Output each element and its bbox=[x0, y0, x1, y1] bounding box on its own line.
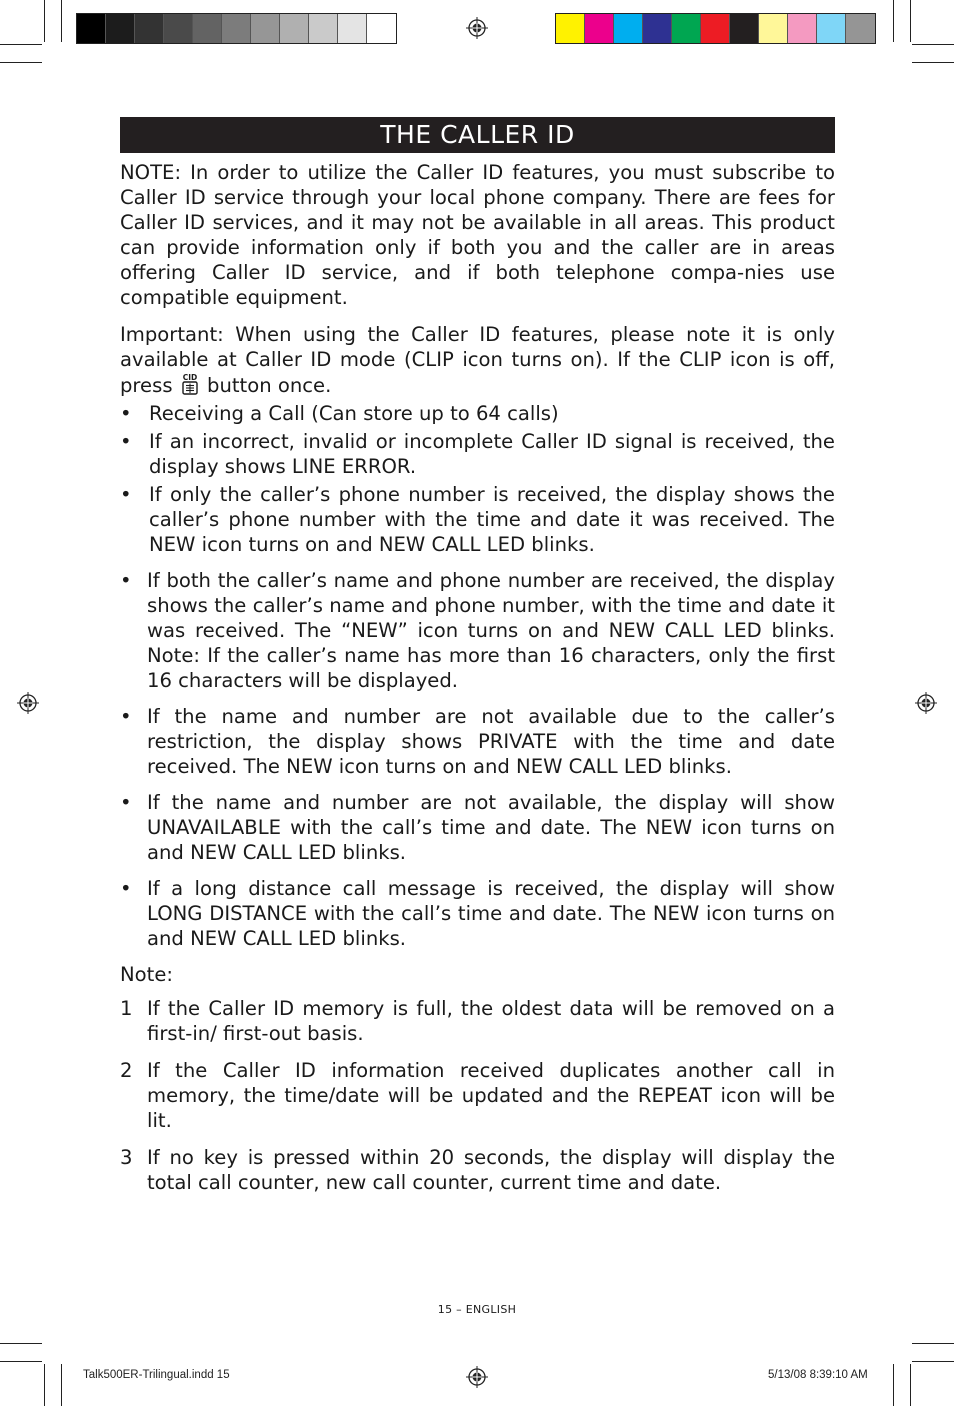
list-item-text: If no key is pressed within 20 seconds, the display will display the total call counter, new call counter, current time and date. bbox=[147, 1146, 835, 1194]
note-number: 2 bbox=[120, 1059, 133, 1082]
color-swatch bbox=[614, 14, 643, 43]
cid-button-icon bbox=[179, 372, 201, 396]
color-swatch bbox=[701, 14, 730, 43]
list-item-text: : If the caller’s name has more than 16 characters, only the first 16 characters will be displayed. bbox=[147, 644, 835, 692]
color-swatch bbox=[817, 14, 846, 43]
color-swatch bbox=[585, 14, 614, 43]
list-item bbox=[120, 996, 835, 1046]
display-message: UNAVAILABLE bbox=[147, 816, 281, 839]
crop-mark bbox=[893, 1364, 894, 1406]
crop-mark bbox=[44, 1364, 45, 1406]
bullet-dot: • bbox=[120, 402, 132, 425]
list-item-text: icon will be lit. bbox=[147, 1084, 835, 1132]
color-swatch bbox=[788, 14, 817, 43]
list-item-text: with the call’s time and date. The NEW icon turns on and NEW CALL LED blinks. bbox=[147, 902, 835, 950]
note-number: 3 bbox=[120, 1146, 133, 1169]
list-item bbox=[120, 401, 835, 426]
list-item-text: . bbox=[409, 455, 417, 478]
list-item-text: If the Caller ID memory is full, the oldest data will be removed on a first-in/ first-out basis. bbox=[147, 997, 835, 1045]
crop-mark bbox=[0, 1361, 42, 1362]
bullet-dot: • bbox=[120, 705, 132, 728]
gray-swatch bbox=[309, 14, 338, 43]
grayscale-color-bar bbox=[76, 13, 397, 44]
page-footer: 15 – ENGLISH bbox=[437, 1303, 517, 1316]
note-label: NOTE bbox=[120, 161, 175, 184]
manual-body bbox=[120, 160, 835, 1207]
crop-mark bbox=[0, 62, 42, 63]
list-item bbox=[120, 482, 835, 557]
list-item bbox=[120, 429, 835, 479]
registration-mark-icon bbox=[915, 692, 937, 714]
note-number: 1 bbox=[120, 997, 133, 1020]
bullet-dot: • bbox=[120, 430, 132, 453]
list-item-text: If a long distance call message is received, the display will show bbox=[147, 877, 835, 900]
bullet-list-secondary bbox=[120, 568, 835, 951]
list-item bbox=[120, 568, 835, 693]
list-item-text: If only the caller’s phone number is received, the display shows the caller’s phone number with the time and date it was received. The NEW icon turns on and NEW CALL LED blinks. bbox=[149, 483, 835, 556]
gray-swatch bbox=[193, 14, 222, 43]
list-item-text: If both the caller’s name and phone number are received, the display shows the caller’s name and phone number, with the time and date it was received. The “NEW” icon turns on and NEW CALL LED blinks. bbox=[147, 569, 835, 642]
color-swatch bbox=[643, 14, 672, 43]
display-message: LONG DISTANCE bbox=[147, 902, 308, 925]
crop-mark bbox=[912, 62, 954, 63]
crop-mark bbox=[893, 0, 894, 42]
slug-filename: Talk500ER-Trilingual.indd 15 bbox=[83, 1369, 230, 1381]
bullet-dot: • bbox=[120, 569, 132, 592]
crop-mark bbox=[912, 44, 954, 45]
crop-mark bbox=[0, 44, 42, 45]
note-text: : In order to utilize the Caller ID features, you must subscribe to Caller ID service through your local phone company. There are fees for Caller ID services, and it may not be available in all areas. This product can provide information only if both you and the caller are in areas offering Caller ID service, and if both telephone compa-nies use compatible equipment. bbox=[120, 161, 835, 309]
bullet-dot: • bbox=[120, 877, 132, 900]
bullet-list-primary bbox=[120, 401, 835, 557]
important-text: : When using the Caller ID features, please note it is only available at Caller ID mode (CLIP icon turns on). If the CLIP icon is off, press bbox=[120, 323, 835, 397]
list-item-text: with the time and date received. The NEW icon turns on and NEW CALL LED blinks. bbox=[147, 730, 836, 778]
gray-swatch bbox=[222, 14, 251, 43]
bullet-dot: • bbox=[120, 791, 132, 814]
registration-mark-icon bbox=[466, 17, 488, 39]
crop-mark bbox=[61, 0, 62, 42]
color-swatch bbox=[759, 14, 788, 43]
bullet-dot: • bbox=[120, 483, 132, 506]
crop-mark bbox=[44, 0, 45, 42]
crop-mark bbox=[912, 1361, 954, 1362]
icon-name: REPEAT bbox=[637, 1084, 712, 1107]
gray-swatch bbox=[367, 14, 396, 43]
crop-mark bbox=[910, 1364, 911, 1406]
cid-icon-label: CID bbox=[182, 373, 198, 382]
gray-swatch bbox=[251, 14, 280, 43]
inline-note-label: Note bbox=[147, 644, 194, 667]
gray-swatch bbox=[164, 14, 193, 43]
list-item-text: If the name and number are not available, the display will show bbox=[147, 791, 835, 814]
crop-mark bbox=[61, 1364, 62, 1406]
color-swatch bbox=[672, 14, 701, 43]
important-label: Important bbox=[120, 323, 218, 346]
page-title: THE CALLER ID bbox=[120, 117, 835, 153]
color-swatch bbox=[846, 14, 875, 43]
crop-mark bbox=[912, 1343, 954, 1344]
crop-mark bbox=[0, 1343, 42, 1344]
registration-mark-icon bbox=[466, 1366, 488, 1388]
list-item bbox=[120, 1058, 835, 1133]
gray-swatch bbox=[280, 14, 309, 43]
list-item-text: Receiving a Call (Can store up to 64 calls) bbox=[149, 402, 559, 425]
color-swatch bbox=[730, 14, 759, 43]
display-message: LINE ERROR bbox=[291, 455, 410, 478]
crop-mark bbox=[910, 0, 911, 42]
list-item-text: If the name and number are not available due to the caller’s restriction, the display shows bbox=[147, 705, 835, 753]
list-item bbox=[120, 876, 835, 951]
important-text-end: button once. bbox=[207, 374, 332, 397]
numbered-notes bbox=[120, 996, 835, 1195]
list-item bbox=[120, 704, 835, 779]
gray-swatch bbox=[77, 14, 106, 43]
registration-mark-icon bbox=[17, 692, 39, 714]
display-message: PRIVATE bbox=[477, 730, 558, 753]
list-item bbox=[120, 790, 835, 865]
process-color-bar bbox=[555, 13, 876, 44]
list-item-text: If the Caller ID information received duplicates another call in memory, the time/date will be updated and the bbox=[147, 1059, 835, 1107]
gray-swatch bbox=[338, 14, 367, 43]
slug-timestamp: 5/13/08 8:39:10 AM bbox=[768, 1369, 868, 1381]
note-paragraph bbox=[120, 160, 835, 310]
important-paragraph bbox=[120, 322, 835, 398]
color-swatch bbox=[556, 14, 585, 43]
notes-heading: Note: bbox=[120, 963, 173, 986]
list-item bbox=[120, 1145, 835, 1195]
list-item-text: If an incorrect, invalid or incomplete Caller ID signal is received, the display shows bbox=[149, 430, 835, 478]
gray-swatch bbox=[106, 14, 135, 43]
list-item-text: with the call’s time and date. The NEW icon turns on and NEW CALL LED blinks. bbox=[147, 816, 835, 864]
gray-swatch bbox=[135, 14, 164, 43]
